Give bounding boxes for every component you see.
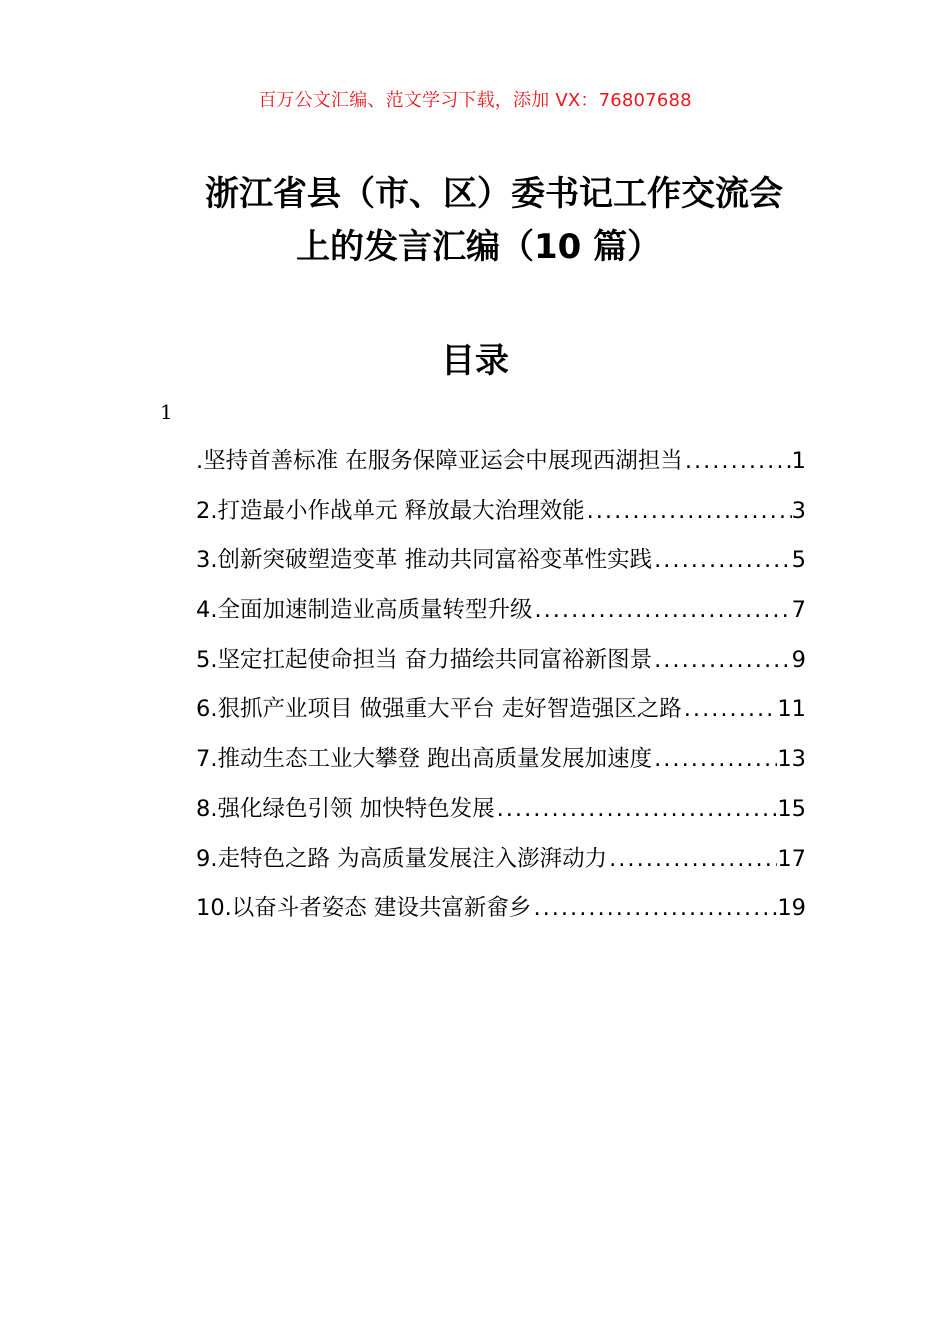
toc-entry-page: 19	[777, 895, 806, 922]
toc-entry-title: 10.以奋斗者姿态 建设共富新畲乡	[196, 895, 532, 922]
toc-entry[interactable]	[196, 645, 806, 695]
toc-leader-dots	[652, 545, 792, 575]
toc-entry-page: 11	[777, 696, 806, 723]
toc-leader-dots	[652, 744, 777, 774]
toc-entry[interactable]	[196, 744, 806, 794]
toc-entry[interactable]	[196, 545, 806, 595]
toc-entry-title: 6.狠抓产业项目 做强重大平台 走好智造强区之路	[196, 696, 682, 723]
document-title-line-1: 浙江省县（市、区）委书记工作交流会	[205, 174, 783, 214]
header-promo-note: 百万公文汇编、范文学习下载，添加 VX：76807688	[258, 90, 692, 111]
toc-entry-title: 2.打造最小作战单元 释放最大治理效能	[196, 497, 585, 524]
toc-entry-page: 5	[791, 547, 806, 574]
toc-entry[interactable]	[196, 694, 806, 744]
toc-leader-dots	[532, 595, 791, 625]
toc-entry-title: 9.走特色之路 为高质量发展注入澎湃动力	[196, 845, 608, 872]
toc-entry[interactable]	[196, 893, 806, 943]
toc-entry-page: 1	[791, 448, 806, 474]
toc-entry-title: 8.强化绿色引领 加快特色发展	[196, 795, 495, 822]
toc-entry[interactable]	[196, 595, 806, 645]
toc-entry-title: 4.全面加速制造业高质量转型升级	[196, 597, 533, 624]
toc-leader-dots	[683, 446, 792, 476]
toc-entry-page: 7	[791, 597, 806, 624]
toc-entry-page: 17	[777, 845, 806, 872]
toc-entry[interactable]	[196, 496, 806, 546]
toc-heading: 目录	[441, 341, 509, 381]
toc-entry[interactable]	[196, 794, 806, 844]
toc-entry-title: 5.坚定扛起使命担当 奋力描绘共同富裕新图景	[196, 646, 653, 673]
toc-leader-dots	[531, 893, 777, 923]
toc-entry-title: 7.推动生态工业大攀登 跑出高质量发展加速度	[196, 746, 653, 773]
toc-marker: 1	[160, 400, 173, 424]
toc-entry-page: 15	[777, 795, 806, 822]
toc-entry[interactable]	[196, 446, 806, 496]
document-title-line-2: 上的发言汇编（10 篇）	[296, 227, 662, 267]
toc-entry-page: 9	[791, 646, 806, 673]
toc-leader-dots	[495, 794, 778, 824]
toc-leader-dots	[682, 694, 778, 724]
toc-leader-dots	[607, 844, 777, 874]
toc-entry-title: 3.创新突破塑造变革 推动共同富裕变革性实践	[196, 547, 653, 574]
toc-entry-page: 3	[791, 497, 806, 524]
toc-leader-dots	[652, 645, 792, 675]
table-of-contents	[196, 446, 806, 943]
toc-leader-dots	[585, 496, 792, 526]
toc-entry[interactable]	[196, 844, 806, 894]
toc-entry-page: 13	[777, 746, 806, 773]
toc-entry-title: .坚持首善标准 在服务保障亚运会中展现西湖担当	[196, 448, 683, 474]
